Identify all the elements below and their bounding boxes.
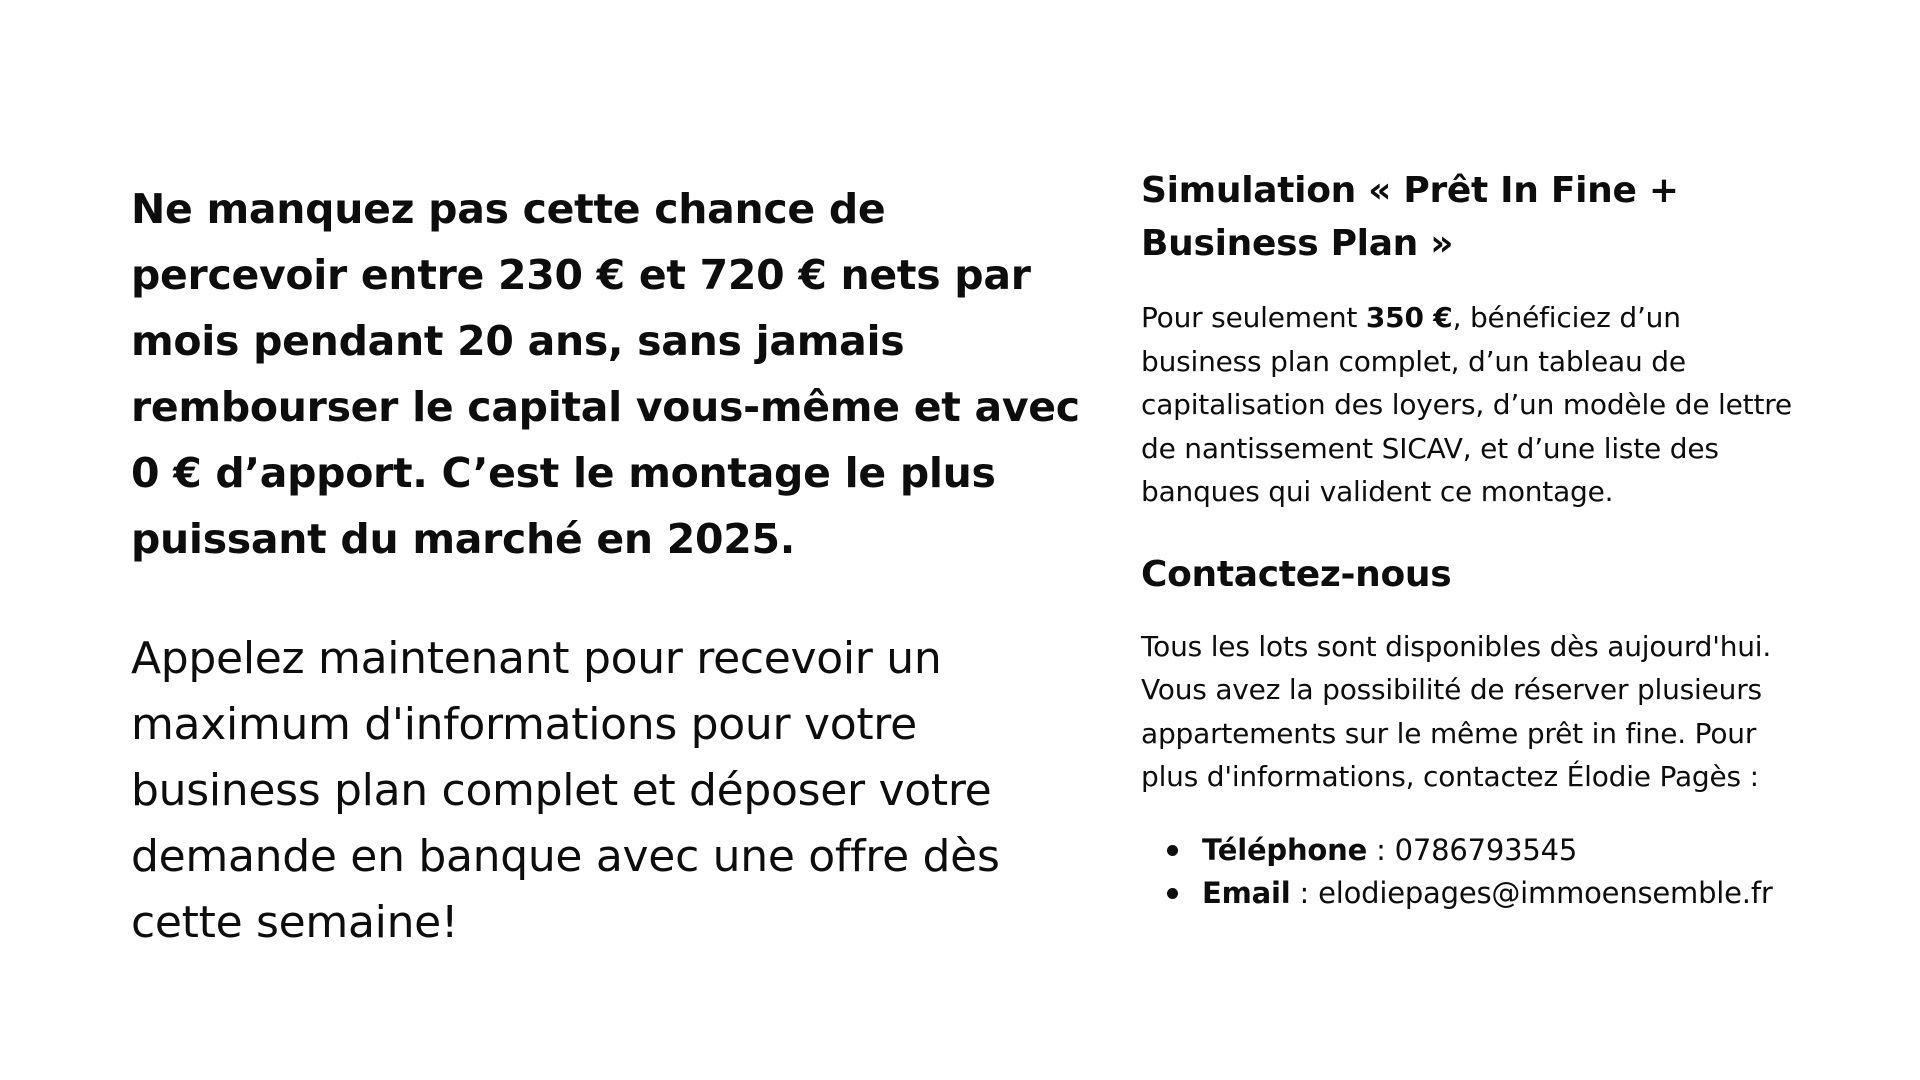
contact-email-item (1141, 872, 1801, 916)
simulation-desc-prefix: Pour seulement (1141, 301, 1366, 334)
phone-value: : 0786793545 (1367, 832, 1578, 867)
contact-email-text[interactable] (1202, 872, 1773, 916)
phone-label: Téléphone (1202, 832, 1368, 867)
bullet-icon (1167, 845, 1178, 856)
contact-phone-item (1141, 829, 1801, 873)
simulation-desc-suffix: , bénéficiez d’un business plan complet, d’un tableau de capitalisation des loyers, d’un modèle de lettre de nantissement SICAV, et d’une liste des banques qui valident ce montage. (1141, 301, 1792, 508)
right-column (1141, 164, 1801, 916)
email-value: : elodiepages@immoensemble.fr (1290, 876, 1773, 910)
contact-list (1141, 829, 1801, 916)
contact-phone-text[interactable] (1202, 829, 1577, 873)
contact-title: Contactez-nous (1141, 553, 1452, 595)
left-column (131, 176, 1091, 956)
headline: Ne manquez pas cette chance de percevoir entre 230 € et 720 € nets par mois pendant 20 ans, sans jamais rembourser le capital vous-même et avec 0 € d’apport. C’est le montage le plus puissant du marché en 2025. (131, 185, 1080, 563)
simulation-price: 350 € (1365, 301, 1453, 334)
contact-description: Tous les lots sont disponibles dès aujourd'hui. Vous avez la possibilité de réserver plusieurs appartements sur le même prêt in fine. Pour plus d'informations, contactez Élodie Pagès : (1141, 629, 1772, 793)
call-to-action-text: Appelez maintenant pour recevoir un maximum d'informations pour votre business plan complet et déposer votre demande en banque avec une offre dès cette semaine! (131, 633, 1000, 948)
bullet-icon (1167, 888, 1178, 899)
simulation-title: Simulation « Prêt In Fine + Business Plan » (1141, 170, 1679, 264)
simulation-description (1141, 296, 1801, 514)
email-label: Email (1202, 876, 1291, 910)
